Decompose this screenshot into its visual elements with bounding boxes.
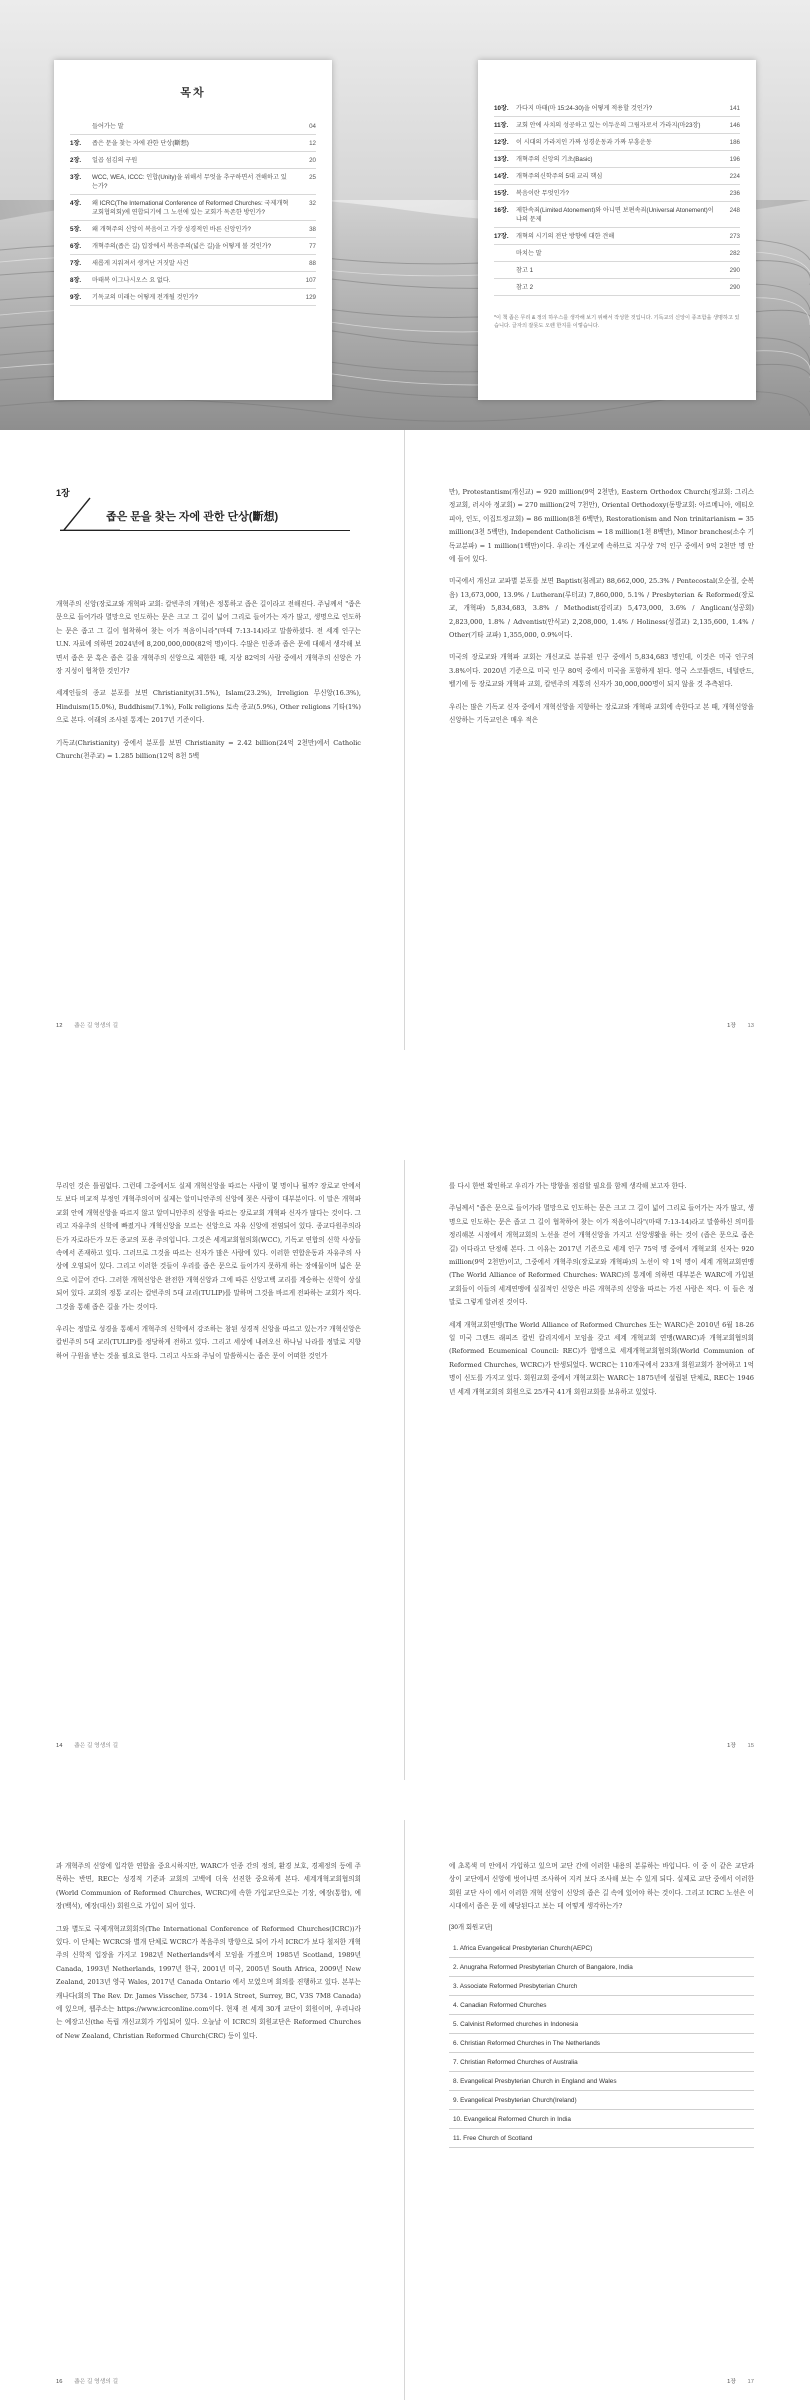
page-footer-left — [56, 1020, 118, 1029]
toc-entry-title: 복음이란 무엇인가? — [516, 190, 569, 197]
toc-entry-page: 290 — [729, 267, 740, 274]
toc-entry[interactable] — [70, 135, 316, 152]
toc-entry-page: 25 — [309, 174, 316, 181]
toc-entry[interactable] — [494, 151, 740, 168]
toc-entry-number: 13장. — [494, 156, 509, 163]
toc-entry-page: 282 — [729, 250, 740, 257]
toc-entry[interactable] — [494, 228, 740, 245]
toc-entry-title: 개혁의 시기의 전단 방향에 대한 견해 — [516, 233, 615, 240]
toc-entry-title: 일곱 섬김의 구원 — [92, 157, 138, 164]
page-12 — [0, 430, 405, 1050]
toc-entry-page: 141 — [729, 105, 740, 112]
list-item: 9. Evangelical Presbyterian Church(Ireland) — [449, 2091, 754, 2110]
toc-entry-title: WCC, WEA, ICCC: 인합(Unity)을 위해서 무엇을 추구하면서 견해하고 있는가? — [92, 174, 287, 190]
spread-pages-16-17 — [0, 1820, 810, 2400]
toc-entry-title: 교회 안에 사치의 성공하고 있는 이두운의 그림자로서 가라지(마23장) — [516, 122, 701, 129]
member-list-items — [449, 1939, 754, 2148]
toc-entry[interactable] — [70, 169, 316, 195]
toc-entry-title: 마태복 이그나시오스 요 없다. — [92, 277, 171, 284]
toc-entry-page: 196 — [729, 156, 740, 163]
paragraph: 를 다시 한번 확인하고 우리가 가는 방향을 점검할 필요를 함께 생각해 보고자 한다. — [449, 1182, 687, 1190]
toc-entry-title: 개혁주의 신앙의 기초(Basic) — [516, 156, 593, 163]
running-title: 좁은 길 영생의 길 — [74, 2379, 119, 2385]
toc-entry-page: 77 — [309, 243, 316, 250]
toc-entry-page: 224 — [729, 173, 740, 180]
toc-entry-number: 3장. — [70, 174, 82, 181]
toc-entry-number: 14장. — [494, 173, 509, 180]
paragraph: 기독교(Christianity) 중에서 분포를 보면 Christianity = 2.42 billion(24억 2천만)에서 Catholic Church(천주교) = 1.285 billion(12억 8천 5백 — [56, 738, 361, 761]
toc-entry-page: 146 — [729, 122, 740, 129]
toc-entry-number: 16장. — [494, 207, 509, 214]
toc-entry-title: 왜 개혁주의 신앙이 복음이고 가장 성경적인 바른 신앙인가? — [92, 226, 251, 233]
toc-entry[interactable] — [70, 152, 316, 169]
toc-list-left — [70, 118, 316, 306]
page-16-body — [56, 1860, 361, 2052]
toc-entry-number: 7장. — [70, 260, 82, 267]
page-number: 14 — [56, 1743, 63, 1749]
toc-entry-title: 가다지 마태(마 15:24-30)을 어떻게 적용할 것인가? — [516, 105, 653, 112]
toc-entry-number: 4장. — [70, 200, 82, 207]
page-number: 16 — [56, 2379, 63, 2385]
toc-entry-page: 12 — [309, 140, 316, 147]
toc-entry-number: 8장. — [70, 277, 82, 284]
toc-entry-number: 17장. — [494, 233, 509, 240]
running-title: 좁은 길 영생의 길 — [74, 1743, 119, 1749]
page-13 — [405, 430, 810, 1050]
toc-entry[interactable] — [70, 118, 316, 135]
toc-entry-page: 20 — [309, 157, 316, 164]
list-item: 2. Anugraha Reformed Presbyterian Church of Bangalore, India — [449, 1958, 754, 1977]
paragraph: 에 초록색 미 안에서 가입하고 있으며 교단 간에 이러한 내용의 분류하는 바입니다. 이 중 이 같은 교단과 상이 교단에서 신앙에 벗어나면 조사하여 지켜 보다 조사해 보는 수 있게 되다. 실제로 교단 중에서 이러한 회원 교단 사이 에서 이러한 개혁 신앙이 신앙의 좁은 길 속에 있어야 하는 것이다. 그리고 ICRC 노선은 이 시대에서 좁은 문 에 해당된다고 보는 데 어떻게 생각하는가? — [449, 1862, 754, 1911]
paragraph: 세계 개혁교회연맹(The World Alliance of Reformed Churches 또는 WARC)은 2010년 6월 18-26일 미국 그랜드 래피즈 칼빈 칼리지에서 모임을 갖고 세계 개혁교회 연맹(WARC)과 개혁교회협의회(Reformed Ecumenical Council: REC)가 합병으로 세계개혁교회협의회(World Communion of Reformed Churches, WCRC)가 탄생되었다. WCRC는 110개국에서 233개 회원교회가 참여하고 1억 명이 신도를 가지고 있다. 회원교회 중에서 개혁교회는 WARC는 1875년에 설립된 단체로, REC는 1946년 세계 개혁교회의 회원으로 25개국 41개 회원교회를 보유하고 있었다. — [449, 1320, 754, 1396]
paragraph: 과 개혁주의 신앙에 입각한 연합을 중요시하지만, WARC가 인종 간의 정의, 환경 보호, 경제정의 등에 주목하는 반면, REC는 성경적 기준과 교회의 고백에 더욱 선진한 중요하게 본다. 세계개혁교회협의회(World Communion of Reformed Churches, WCRC)에 속한 가입교단으로는 기장, 예장(통합), 예장(백석), 예장(대신) 회원으로 가입이 되어 있다. — [56, 1862, 361, 1911]
toc-entry[interactable] — [70, 238, 316, 255]
page-number: 13 — [747, 1023, 754, 1029]
toc-entry-number: 5장. — [70, 226, 82, 233]
toc-entry-title: 참고 2 — [516, 284, 534, 291]
toc-entry-title: 개혁주의신학주의 5대 교리 핵심 — [516, 173, 603, 180]
page-footer-left — [56, 1740, 118, 1749]
page-number: 17 — [747, 2379, 754, 2385]
running-title: 좁은 길 영생의 길 — [74, 1023, 119, 1029]
toc-spread — [0, 0, 810, 430]
toc-entry-page: 273 — [729, 233, 740, 240]
toc-entry[interactable] — [494, 202, 740, 228]
page-number: 12 — [56, 1023, 63, 1029]
toc-entry-page: 107 — [305, 277, 316, 284]
toc-entry-page: 32 — [309, 200, 316, 207]
toc-entry-number: 10장. — [494, 105, 509, 112]
list-item: 11. Free Church of Scotland — [449, 2129, 754, 2148]
list-item: 1. Africa Evangelical Presbyterian Church(AEPC) — [449, 1939, 754, 1958]
running-title: 1장 — [727, 1023, 736, 1029]
toc-entry-page: 129 — [305, 294, 316, 301]
toc-entry[interactable] — [494, 279, 740, 296]
toc-entry-title: 좁은 문을 찾는 자에 관한 단상(斷想) — [92, 140, 189, 147]
page-12-body — [56, 598, 361, 772]
paragraph: 우리는 정말로 성경을 통해서 개혁주의 신학에서 강조하는 참된 성경적 신앙을 따르고 있는가? 개혁신앙은 칼빈주의 5대 교리(TULIP)를 정당하게 전하고 있다. 그리고 세상에 내려오신 하나님 나라를 정말로 지향하여 구원을 받는 것을 필요로 한다. 그리고 사도와 주님이 말씀하시는 좁은 문이 어떠한 것인가 — [56, 1325, 361, 1360]
page-16 — [0, 1820, 405, 2400]
toc-entry-title: 참고 1 — [516, 267, 534, 274]
toc-entry-page: 236 — [729, 190, 740, 197]
chapter-rule — [60, 530, 350, 531]
chapter-number: 1장 — [56, 488, 70, 498]
toc-entry-title: 기독교의 미래는 어떻게 전개될 것인가? — [92, 294, 198, 301]
page-13-body — [449, 486, 754, 737]
list-item: 8. Evangelical Presbyterian Church in England and Wales — [449, 2072, 754, 2091]
toc-entry-title: 들어가는 말 — [92, 123, 124, 130]
member-church-list — [449, 1923, 754, 2148]
page-15-body — [449, 1180, 754, 1408]
toc-page-right — [478, 60, 756, 400]
toc-entry-page: 88 — [309, 260, 316, 267]
toc-entry[interactable] — [70, 195, 316, 221]
toc-list-right — [494, 100, 740, 296]
page-footer-left — [56, 2376, 118, 2385]
page-17-body — [449, 1860, 754, 2148]
toc-entry[interactable] — [494, 100, 740, 117]
paragraph: 미국에서 개신교 교파별 분포를 보면 Baptist(침례교) 88,662,000, 25.3% / Pentecostal(오순절, 순복음) 13,673,000, 13.9% / Lutheran(루터교) 7,860,000, 5.1% / Presbyterian & Reformed(장로교, 개혁파) 5,834,683, 3.8% / Methodist(감리교) 5,473,000, 3.6% / Anglican(성공회) 2,823,000, 1.8% / Adventist(안식교) 2,208,000, 1.4% / Holiness(성결교) 2,135,600, 1.4% / Other(기타 교파) 1,355,000, 0.9%이다. — [449, 577, 754, 640]
paragraph: 만), Protestantism(개신교) = 920 million(9억 2천만), Eastern Orthodox Church(정교회: 그리스정교회, 러시아 정교회) = 270 million(2억 7천만), Oriental Orthodoxy(동방교회: 아르메니아, 에티오피아, 인도, 이집트정교회) = 86 million(8천 6백만), Restorationism and Non trinitarianism = 35 million(3천 5백만), Independent Catholicism = 18 million(1천 8백만), Minor branches(소수 기독교분파) = 1 million(1백만)이다. 우리는 개신교에 속하므로 지구상 7억 인구 중에서 9억 2천만 명 안에 들어 있다. — [449, 488, 754, 564]
page-17 — [405, 1820, 810, 2400]
toc-entry[interactable] — [70, 272, 316, 289]
paragraph: 세계인들의 종교 분포를 보면 Christianity(31.5%), Islam(23.2%), Irreligion 무신앙(16.3%), Hinduism(15.0%), Buddhism(7.1%), Folk religions 토속 종교(5.9%), Other religions 기타(1%)으로 본다. 이래의 조사된 통계는 2017년 기준이다. — [56, 689, 361, 725]
toc-entry-number: 15장. — [494, 190, 509, 197]
toc-entry[interactable] — [494, 168, 740, 185]
list-item: 10. Evangelical Reformed Church in India — [449, 2110, 754, 2129]
toc-entry-title: 이 시대의 가라지인 가짜 성경운동과 가짜 부흥운동 — [516, 139, 652, 146]
running-title: 1장 — [727, 1743, 736, 1749]
toc-entry[interactable] — [494, 117, 740, 134]
toc-page-left — [54, 60, 332, 400]
list-item: 4. Canadian Reformed Churches — [449, 1996, 754, 2015]
paragraph: 주님께서 "좁은 문으로 들어가라 멸망으로 인도하는 문은 크고 그 길이 넓어 그리로 들어가는 자가 많고, 생명으로 인도하는 문은 좁고 그 길이 협착하여 찾는 이가 적음이니라"(마태 7:13-14)라고 말씀하신 의미를 정리해본 시점에서 개혁교회의 노선을 걷어 개혁신앙을 가지고 신앙생활을 하는 것이 (좁은 문으로 좁은 길) 이다라고 단정해 본다. 그 이유는 2017년 기준으로 세계 인구 75억 명 중에서 개혁교회 신자는 920 million(9억 2천만)이고, 그중에서 개혁주의(장로교와 개혁파)의 노선이 약 1억 명이 세계 개혁교회연맹(The World Alliance of Reformed Churches: WARC)의 통계에 의하면 대부분은 WARC에 가입된 교회들이 이들의 세계연맹에 실질적인 신앙은 바른 개혁주의 신앙을 따르는 가진 사람은 적다. 이 들은 정말로 그렇게 알려진 것이다. — [449, 1204, 754, 1307]
toc-entry-title: 왜 ICRC(The International Conference of Reformed Churches: 국제개혁교회협의회)에 연합되기에 그 노선에 있는 교회가 독존한 방인가? — [92, 200, 289, 216]
paragraph: 개혁주의 신앙(장로교와 개혁파 교회: 칼빈주의 개혁)은 정통하고 좁은 길이라고 전해진다. 주님께서 "좁은 문으로 들어가라 멸망으로 인도하는 문은 크고 그 길이 넓어 그리로 들어가는 자가 많고, 생명으로 인도하는 문은 좁고 그 길이 협착하여 찾는 이가 적음이니라"(마태 7:13-14)라고 말씀하셨다. 전 세계 인구는 U.N. 자료에 의하면 2024년에 8,200,000,000(82억 명)이다. 수많은 인종과 좁은 문에 대해서 생각해 보면서 좁은 문 혹은 좁은 길을 개혁주의 신앙으로 제한한 때, 지상 82억의 사람 중에서 개혁주의 신앙은 가장 지성이 협착한 것인가? — [56, 600, 362, 676]
toc-entry-number: 1장. — [70, 140, 82, 147]
spread-pages-12-13 — [0, 430, 810, 1050]
toc-entry-title: 제한속죄(Limited Atonement)와 아니면 보편속죄(Universal Atonement)이냐의 문제 — [516, 207, 714, 223]
list-item: 3. Associate Reformed Presbyterian Church — [449, 1977, 754, 1996]
page-number: 15 — [747, 1743, 754, 1749]
toc-entry-page: 38 — [309, 226, 316, 233]
toc-entry-number: 9장. — [70, 294, 82, 301]
toc-entry-title: 마치는 말 — [516, 250, 542, 257]
toc-entry[interactable] — [494, 185, 740, 202]
toc-entry[interactable] — [494, 245, 740, 262]
running-title: 1장 — [727, 2379, 736, 2385]
toc-entry-title: 개혁주의(좁은 길) 입장에서 복음주의(넓은 길)을 어떻게 볼 것인가? — [92, 243, 272, 250]
toc-entry-page: 290 — [729, 284, 740, 291]
paragraph: 그와 별도로 국제개혁교회회의(The International Conference of Reformed Churches(ICRC))가 있다. 이 단체는 WCRC와 별개 단체로 WCRC가 복음주의 방향으로 되어 가서 ICRC가 보다 철저한 개혁주의 신학적 입장을 가지고 1982년 Netherlands에서 모임을 가졌으며 1985년 Scotland, 1989년 Canada, 1993년 Netherlands, 1997년 한국, 2001년 미국, 2005년 South Africa, 2009년 New Zealand, 2013년 영국 Wales, 2017년 Canada Ontario 에서 모였으며 회의를 진행하고 있다. 본부는 캐나다(회의 The Rev. Dr. James Visscher, 5734 - 191A Street, Surrey, BC, V3S 7M8 Canada)에 있으며, 웹주소는 https://www.icrconline.com이다. 현재 전 세계 30개 교단이 회원이며, 우리나라는 예장고신(the 독립 개신교회가 가입되어 있다. 오늘날 이 ICRC의 회원교단은 Reformed Churches of New Zealand, Christian Reformed Church(CRC) 등이 있다. — [56, 1924, 361, 2040]
toc-note: *이 책 좁은 무리 & 정의 하우스를 생각해 보기 위해서 작성한 것입니다. 기독교의 신앙이 종조함을 생명하고 있습니다. 글자의 잘못도 오렌 한지를 이렇습니다. — [494, 315, 740, 329]
chapter-heading — [56, 486, 356, 566]
page-footer-right — [727, 1740, 754, 1749]
toc-entry[interactable] — [70, 289, 316, 306]
toc-entry[interactable] — [70, 221, 316, 238]
toc-entry-page: 186 — [729, 139, 740, 146]
spread-pages-14-15 — [0, 1160, 810, 1780]
page-footer-right — [727, 2376, 754, 2385]
paragraph: 무리인 것은 틀림없다. 그런데 그중에서도 실제 개혁신앙을 따르는 사람이 몇 명이나 될까? 장로교 안에서도 보다 비교적 부정인 개혁주의이며 실제는 알미니안주의 신앙에 젖은 사람이 대부분이다. 이 말은 개혁파 교회 안에 개혁신앙을 따르지 않고 알미니안주의 신앙을 따르는 장로교회 개혁파 신자가 많다는 것이다. 그리고 자유주의 신학에 빠졌거나 개혁신앙을 모르는 신앙으로 자유 신앙에 전염되어 있다. 종교다원주의라든가 자로라든가 모든 종교의 포용 주의입니다. 그것은 세계교회협의회(WCC), 기독교 연합의 신학 사상들 속에서 존재하고 있다. 그러므로 그것을 따르는 신자가 많은 사람에 있다. 이러한 연합운동과 자유주의 사상에 오염되어 있다. 그리고 이러한 것들이 우리를 좁은 문으로 들어가지 못하게 하는 장애물이며 넓은 문으로 이끌어 간다. 그러한 개혁신앙은 완전한 개혁신앙과 그에 따른 신앙고백 교리를 계승하는 신학이 상실되어 있다. 교회의 정통 교리는 칼빈주의 5대 교리(TULIP)를 말하며 그것을 바르게 전파하는 교회가 적다. 그것을 통해 좁은 길을 가는 것이다. — [56, 1182, 361, 1311]
toc-entry-number: 11장. — [494, 122, 509, 129]
list-item: 7. Christian Reformed Churches of Australia — [449, 2053, 754, 2072]
toc-entry-number: 2장. — [70, 157, 82, 164]
toc-entry-page: 04 — [309, 123, 316, 130]
list-item: 6. Christian Reformed Churches in The Netherlands — [449, 2034, 754, 2053]
page-14-body — [56, 1180, 361, 1372]
paragraph: 우리는 많은 기독교 신자 중에서 개혁신앙을 지향하는 장로교와 개혁파 교회에 속한다고 본 때, 개혁신앙을 신앙하는 기독교인은 매우 적은 — [449, 702, 754, 725]
toc-entry-number: 6장. — [70, 243, 82, 250]
page-15 — [405, 1160, 810, 1780]
list-heading: [30개 회원교단] — [449, 1923, 493, 1931]
list-item: 5. Calvinist Reformed churches in Indonesia — [449, 2015, 754, 2034]
toc-entry[interactable] — [494, 262, 740, 279]
page-footer-right — [727, 1020, 754, 1029]
chapter-title: 좁은 문을 찾는 자에 관한 단상(斷想) — [106, 511, 279, 523]
paragraph: 미국의 장로교와 개혁파 교회는 개신교로 분류된 인구 중에서 5,834,683 명인데, 이것은 미국 인구의 3.8%이다. 2020년 기준으로 미국 인구 80억 중에서 미국을 포함하게 된다. 영국 스코틀랜드, 네덜란드, 벨기에 등 장로교와 개혁파 교회, 칼빈주의 계통의 신자가 30,000,000명이 되지 않을 것 추측된다. — [449, 653, 754, 689]
toc-entry-page: 248 — [729, 207, 740, 214]
toc-entry[interactable] — [70, 255, 316, 272]
page-14 — [0, 1160, 405, 1780]
toc-entry-number: 12장. — [494, 139, 509, 146]
toc-entry-title: 새롭게 지워져서 생겨난 거짓말 사건 — [92, 260, 189, 267]
toc-title: 목차 — [180, 87, 206, 99]
toc-entry[interactable] — [494, 134, 740, 151]
